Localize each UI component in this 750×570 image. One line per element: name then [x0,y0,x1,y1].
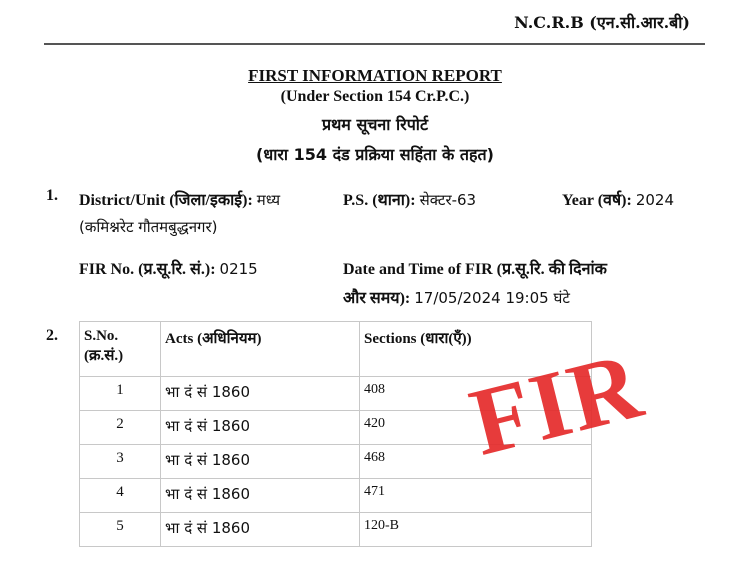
cell-section: 468 [360,445,592,479]
fir-no-label: FIR No. (प्र.सू.रि. सं.): [79,261,216,278]
report-title: FIRST INFORMATION REPORT [248,66,502,85]
col-sections-header: Sections (धारा(एँ)) [360,322,592,377]
fir-stamp: FIR [460,330,653,476]
table-row [80,513,592,547]
date-time-block [343,256,703,313]
header-rule [44,43,705,45]
col-acts-header: Acts (अधिनियम) [161,322,360,377]
table-row [80,479,592,513]
cell-sno: 2 [80,411,161,445]
cell-act: भा दं सं 1860 [161,411,360,445]
cell-section: 420 [360,411,592,445]
district-block [79,187,339,241]
fir-no-value: 0215 [219,260,258,278]
cell-act: भा दं सं 1860 [161,479,360,513]
cell-section: 471 [360,479,592,513]
district-label: District/Unit (जिला/इकाई): [79,192,253,209]
cell-act: भा दं सं 1860 [161,377,360,411]
section-2-number: 2. [46,327,58,344]
cell-sno: 4 [80,479,161,513]
date-time-value: 17/05/2024 19:05 घंटे [414,289,570,307]
cell-sno: 1 [80,377,161,411]
date-time-label: Date and Time of FIR (प्र.सू.रि. की दिनांक [343,261,607,278]
year-value: 2024 [635,191,675,209]
year-block [562,187,674,214]
ps-label: P.S. (थाना): [343,192,416,209]
ps-block [343,187,476,214]
report-subtitle-hindi: (धारा 154 दंड प्रक्रिया सहिंता के तहत) [256,145,494,164]
cell-section: 120-B [360,513,592,547]
cell-sno: 3 [80,445,161,479]
ncrb-header: N.C.R.B (एन.सी.आर.बी) [514,13,690,32]
district-value: मध्य [256,191,281,209]
district-value-line2: (कमिश्नरेट गौतमबुद्धनगर) [79,218,218,236]
report-subtitle: (Under Section 154 Cr.P.C.) [280,88,470,105]
ps-value: सेक्टर-63 [419,191,477,209]
cell-act: भा दं सं 1860 [161,445,360,479]
cell-sno: 5 [80,513,161,547]
year-label: Year (वर्ष): [562,192,632,209]
cell-act: भा दं सं 1860 [161,513,360,547]
fir-no-block [79,256,258,283]
col-sno-header: S.No. (क्र.सं.) [80,322,161,377]
cell-section: 408 [360,377,592,411]
section-1-number: 1. [46,187,58,204]
date-time-label-line2: और समय): [343,290,411,307]
report-title-hindi: प्रथम सूचना रिपोर्ट [321,115,429,134]
